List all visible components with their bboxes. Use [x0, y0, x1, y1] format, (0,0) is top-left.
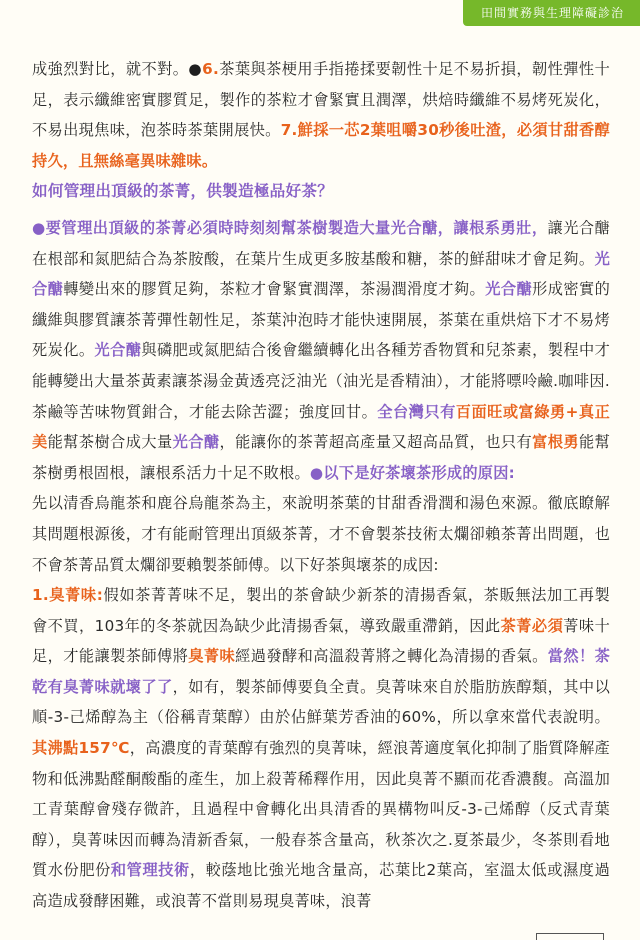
paragraph-causes-intro: 先以清香烏龍茶和鹿谷烏龍茶為主，來說明茶葉的甘甜香滑潤和湯色來源。徹底瞭解其問題根源後，才有能耐管理出頂級茶菁，才不會製茶技術太爛卻賴茶菁出問題，也不會茶菁品質太爛卻要賴製茶師傅。以下好茶與壞茶的成因:: [32, 494, 610, 574]
paragraph-intro: [32, 54, 610, 176]
paragraph-item-1: [32, 580, 610, 917]
text-span: ，能讓你的茶菁超高產量又超高品質，也只有: [219, 433, 533, 452]
text-span: 能幫茶樹合成大量: [47, 433, 173, 452]
text-span: 假如茶菁菁味不足，製出的茶會缺少新茶的清揚香氣，茶販無法加工再製會不買，103年的冬茶就因為缺少此清揚香氣，導致嚴重滯銷，因此: [32, 586, 610, 635]
text-span: 能幫茶樹勇根固根，讓根系活力十足不敗根。: [32, 433, 611, 482]
text-span: 菁味十足，才能讓製茶師傅將: [32, 616, 611, 666]
keyword-highlight: 其沸點157℃: [32, 739, 130, 758]
keyword-highlight: 光合醣: [485, 280, 533, 299]
text-span: ，高濃度的青葉醇有強烈的臭菁味，經浪菁適度氧化抑制了脂質降解產物和低沸點醛酮酸酯的產生，加上殺菁稀釋作用，因此臭菁不顯而花香濃馥。高溫加工青葉醇會殘存微許，且過程中會轉化出具清香的異構物叫反-3-己烯醇（反式青葉醇），臭菁味因而轉為清新香氣，一般春茶含量高，秋茶次之.夏茶最少，冬茶則看地質水份肥份: [32, 739, 611, 880]
product-highlight: 百面旺或富綠勇+真正美: [32, 402, 611, 452]
keyword-highlight: 光合醣: [32, 249, 610, 299]
item-7-highlight: 7.鮮採一芯2葉咀嚼30秒後吐渣，必須甘甜香醇持久，且無絲毫異味雜味。: [32, 121, 610, 170]
section-header-tag: 田間實務與生理障礙診治: [463, 0, 640, 26]
lead-highlight: ●要管理出頂級的茶菁必須時時刻刻幫茶樹製造大量光合醣，讓根系勇壯，: [32, 218, 548, 237]
section-heading: 如何管理出頂級的茶菁，供製造極品好茶？: [32, 182, 334, 201]
text-span: ，如有，製茶師傅要負全責。臭菁味來自於脂肪族醇類，其中以順-3-己烯醇為主（俗稱青葉醇）由於佔鮮葉芳香油的60%，所以拿來當代表說明。: [32, 677, 611, 727]
keyword-highlight: 當然！茶乾有臭菁味就壞了了: [32, 647, 611, 696]
text-span: 經過發酵和高溫殺菁將之轉化為清揚的香氣。: [235, 647, 548, 666]
keyword-highlight: 茶菁必須: [500, 616, 564, 635]
item-label: 1.臭菁味:: [32, 586, 104, 605]
keyword-highlight: 光合醣: [94, 341, 142, 360]
text-span: 與磷肥或氮肥結合後會繼續轉化出各種芳香物質和兒茶素，製程中才能轉變出大量茶黃素讓茶湯金黃透亮泛油光（油光是香精油），才能將嘌呤鹼.咖啡因.茶鹼等苦味物質鉗合，才能去除苦澀；強度回甘。: [32, 341, 611, 421]
keyword-highlight: 和管理技術: [110, 861, 190, 880]
keyword-highlight: 臭菁味: [188, 647, 236, 666]
text-span: 茶葉與茶梗用手指捲揉要韌性十足不易折損，韌性彈性十足，表示纖維密實膠質足，製作的茶粒才會緊實且潤澤，烘焙時纖維不易烤死炭化，不易出現焦味，泡茶時茶葉開展快。: [32, 60, 611, 140]
keyword-highlight: ●以下是好茶壞茶形成的原因:: [309, 463, 515, 482]
text-span: 讓光合醣在根部和氮肥結合為茶胺酸，在葉片生成更多胺基酸和糖，茶的鮮甜味才會足夠。: [32, 218, 610, 268]
text-span: ，較蔭地比強光地含量高，芯葉比2葉高，室溫太低或濕度過高造成發酵困難，或浪菁不當則易現臭菁味，浪菁: [32, 861, 611, 911]
paragraph-management: [32, 213, 610, 488]
text-span: 形成密實的纖維與膠質讓茶菁彈性韌性足，茶葉沖泡時才能快速開展，茶葉在重烘焙下才不易烤死炭化。: [32, 280, 611, 360]
keyword-highlight: 全台灣只有: [377, 402, 456, 421]
bullet-dot: ●: [188, 60, 203, 78]
text-span: 成強烈對比，就不對。: [32, 60, 189, 78]
product-highlight: 富根勇: [532, 433, 579, 452]
keyword-highlight: 光合醣: [172, 433, 220, 452]
item-number-6: 6.: [202, 60, 219, 78]
footer-page-marker: [536, 933, 604, 940]
text-span: 轉變出來的膠質足夠，茶粒才會緊實潤澤，茶湯潤滑度才夠。: [63, 280, 486, 299]
article-body: [32, 54, 610, 917]
